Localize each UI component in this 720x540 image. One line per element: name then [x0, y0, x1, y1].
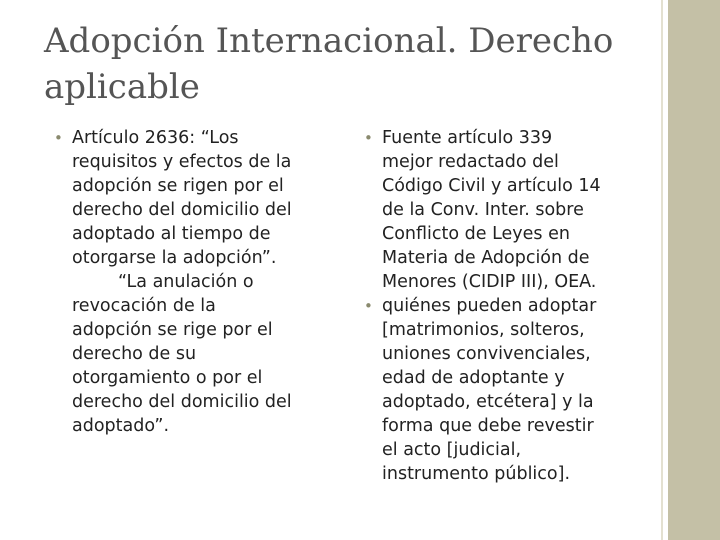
- text-line: Materia de Adopción de: [382, 248, 590, 268]
- left-margin: [0, 0, 16, 540]
- title-line: Adopción Internacional. Derecho: [44, 21, 614, 61]
- text-line: adopción se rigen por el: [72, 176, 284, 196]
- text-line: edad de adoptante y: [382, 368, 565, 388]
- text-line: uniones convivenciales,: [382, 344, 591, 364]
- text-line: Menores (CIDIP III), OEA.: [382, 272, 597, 292]
- text-line: Conflicto de Leyes en: [382, 224, 570, 244]
- bullet-icon: •: [364, 297, 373, 315]
- bullet-icon: •: [54, 129, 63, 147]
- title-line: aplicable: [44, 67, 200, 107]
- text-line: revocación de la: [72, 296, 216, 316]
- bullet-item: [364, 126, 644, 294]
- bullet-item: [54, 126, 326, 438]
- slide-title: [44, 18, 644, 110]
- text-line: “La anulación o: [118, 272, 254, 292]
- bullet-icon: •: [364, 129, 373, 147]
- divider-line: [661, 0, 663, 540]
- bullet-item: [364, 294, 644, 486]
- text-line: derecho del domicilio del: [72, 392, 292, 412]
- text-line: requisitos y efectos de la: [72, 152, 292, 172]
- text-line: otorgamiento o por el: [72, 368, 263, 388]
- accent-strip: [668, 0, 720, 540]
- text-line: el acto [judicial,: [382, 440, 522, 460]
- text-line: quiénes pueden adoptar: [382, 296, 597, 316]
- text-line: instrumento público].: [382, 464, 571, 484]
- text-line: adopción se rige por el: [72, 320, 273, 340]
- text-line: mejor redactado del: [382, 152, 559, 172]
- text-line: otorgarse la adopción”.: [72, 248, 277, 268]
- slide-content: [16, 0, 661, 540]
- left-column: [54, 126, 326, 438]
- text-line: Fuente artículo 339: [382, 128, 553, 148]
- text-line: [matrimonios, solteros,: [382, 320, 585, 340]
- text-line: adoptado”.: [72, 416, 170, 436]
- text-line: adoptado al tiempo de: [72, 224, 271, 244]
- text-line: Artículo 2636: “Los: [72, 128, 239, 148]
- text-line: derecho de su: [72, 344, 197, 364]
- text-line: adoptado, etcétera] y la: [382, 392, 594, 412]
- text-line: forma que debe revestir: [382, 416, 594, 436]
- text-line: Código Civil y artículo 14: [382, 176, 601, 196]
- text-line: derecho del domicilio del: [72, 200, 292, 220]
- right-column: [364, 126, 644, 486]
- text-line: de la Conv. Inter. sobre: [382, 200, 584, 220]
